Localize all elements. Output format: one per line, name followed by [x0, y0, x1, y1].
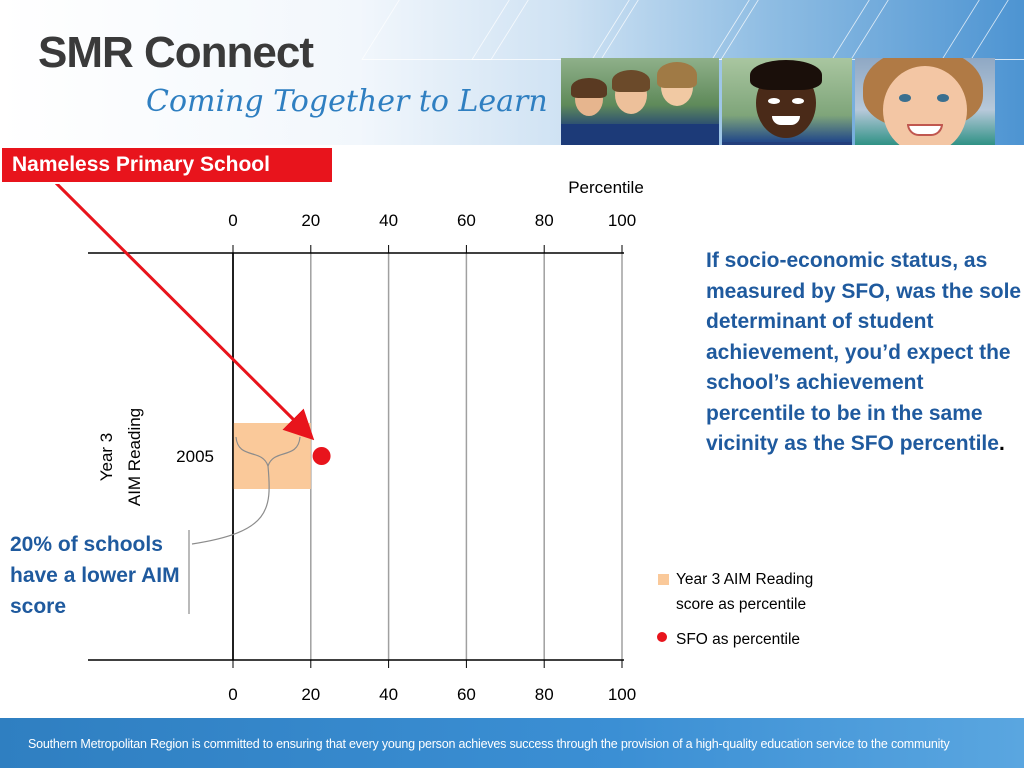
brand-tagline: Coming Together to Learn — [146, 84, 548, 119]
explanation-note-text: If socio-economic status, as measured by SFO, was the sole determinant of student achievement, you’d expect the school’s achievement percentile to be in the same vicinity as the SFO percentile — [706, 249, 1022, 455]
legend-label-bar — [676, 567, 813, 617]
top-tick-label: 20 — [301, 211, 321, 230]
category-labels — [176, 447, 214, 466]
brand-title: SMR Connect — [38, 28, 313, 77]
y-axis-title-line-1: Year 3 — [97, 432, 116, 482]
legend-label-bar-line-2: score as percentile — [676, 596, 807, 613]
bar-year3-aim-reading — [233, 423, 311, 489]
explanation-note — [706, 246, 1022, 460]
x-axis-title: Percentile — [568, 178, 644, 197]
legend-swatch-point — [657, 632, 667, 642]
top-tick-label: 0 — [228, 211, 238, 230]
bottom-tick-label: 20 — [301, 685, 321, 704]
explanation-note-period: . — [998, 432, 1005, 455]
bottom-tick-label: 60 — [456, 685, 476, 704]
bottom-tick-label: 0 — [228, 685, 238, 704]
point-sfo-percentile — [313, 447, 331, 465]
bottom-tick-label: 40 — [379, 685, 399, 704]
top-tick-label: 40 — [379, 211, 399, 230]
top-tick-label: 60 — [456, 211, 476, 230]
bottom-tick-label: 100 — [607, 685, 637, 704]
points-layer — [313, 447, 331, 465]
lower-score-note: 20% of schools have a lower AIM score — [10, 533, 180, 618]
bars-layer — [233, 253, 311, 660]
y-axis-title-line-2: AIM Reading — [125, 407, 144, 507]
category-label: 2005 — [176, 447, 214, 466]
school-name-label: Nameless Primary School — [0, 146, 334, 184]
legend-label-bar-line-1: Year 3 AIM Reading — [676, 571, 814, 588]
legend-label-point: SFO as percentile — [676, 631, 801, 648]
legend-swatch-bar — [658, 574, 669, 585]
top-tick-label: 100 — [607, 211, 637, 230]
footer-bar — [0, 718, 1024, 768]
bottom-axis-ticks — [228, 660, 636, 704]
callout-arrow — [56, 183, 310, 436]
top-tick-label: 80 — [534, 211, 554, 230]
footer-text: Southern Metropolitan Region is committed to ensuring that every young person achieves success through the provision of a high-quality education service to the community — [28, 737, 950, 751]
top-axis-ticks — [228, 211, 636, 253]
bottom-tick-label: 80 — [534, 685, 554, 704]
y-axis-title — [97, 408, 144, 506]
